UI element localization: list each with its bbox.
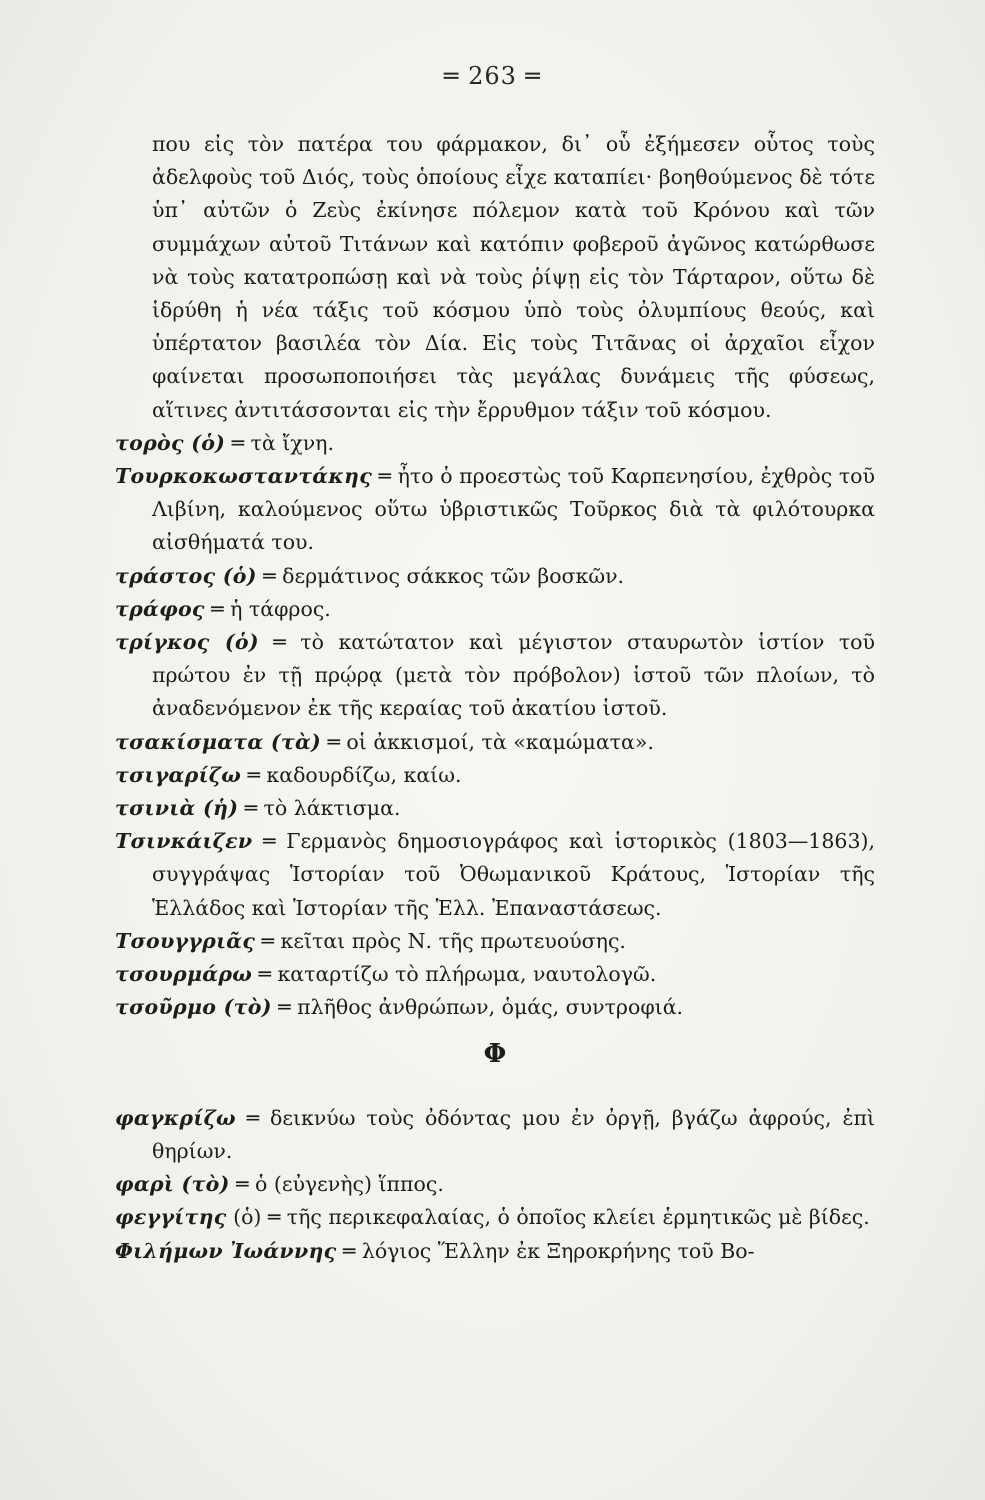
entry-tsougkrias <box>115 925 875 958</box>
entry-text: ═ Γερμανὸς δημοσιογράφος καὶ ἱστορικὸς (1803—1863), συγγράψας Ἱστορίαν τοῦ Ὀθωμανικοῦ Κράτους, Ἱστορίαν τῆς Ἑλλάδος καὶ Ἱστορίαν τῆς Ἑλλ. Ἐπαναστάσεως. <box>152 829 875 920</box>
entry-feggitis <box>115 1201 875 1234</box>
entry-headword: τρίγκος (ὁ) <box>115 630 259 655</box>
entry-fagkrizo <box>115 1102 875 1168</box>
entry-tsigarizo <box>115 759 875 792</box>
entry-headword: φαρὶ (τὸ) <box>115 1172 230 1197</box>
entry-text: ═ καταρτίζω τὸ πλήρωμα, ναυτολογῶ. <box>252 962 657 987</box>
entry-headword: τσοῦρμο (τὸ) <box>115 995 272 1020</box>
entry-toros <box>115 427 875 460</box>
entry-headword: τσιγαρίζω <box>115 762 242 787</box>
entry-headword: Φιλήμων Ἰωάννης <box>115 1238 337 1263</box>
entry-text: ═ οἱ ἀκκισμοί, τὰ «καμώματα». <box>321 729 654 754</box>
dictionary-text <box>115 128 875 1268</box>
entry-headword: τσινιὰ (ἡ) <box>115 796 239 821</box>
entry-text: ═ δερμάτινος σάκκος τῶν βοσκῶν. <box>256 563 625 588</box>
entry-text: ═ τὸ λάκτισμα. <box>238 796 401 821</box>
entry-filimon <box>115 1235 875 1268</box>
entry-text: ═ ἡ τάφρος. <box>204 596 331 621</box>
entry-headword: φαγκρίζω <box>115 1105 236 1130</box>
entry-text: που εἰς τὸν πατέρα του φάρμακον, δι᾽ οὗ ἐξήμεσεν οὗτος τοὺς ἀδελφοὺς τοῦ Διός, τοὺς ὁποίους εἶχε καταπίει· βοηθούμενος δὲ τότε ὑπ᾽ αὐτῶν ὁ Ζεὺς ἐκίνησε πόλεμον κατὰ τοῦ Κρόνου καὶ τῶν συμμάχων αὐτοῦ Τιτάνων καὶ κατόπιν φοβεροῦ ἀγῶνος κατώρθωσε νὰ τοὺς κατατροπώσῃ καὶ νὰ τοὺς ῥίψῃ εἰς τὸν Τάρταρον, οὕτω δὲ ἱδρύθη ἡ νέα τάξις τοῦ κόσμου ὑπὸ τοὺς ὀλυμπίους θεούς, καὶ ὑπέρτατον βασιλέα τὸν Δία. Εἰς τοὺς Τιτᾶνας οἱ ἀρχαῖοι εἶχον φαίνεται προσωποποιήσει τὰς μεγάλας δυνάμεις τῆς φύσεως, αἵτινες ἀντιτάσσονται εἰς τὴν ἔρρυθμον τάξιν τοῦ κόσμου. <box>152 132 875 422</box>
entry-tsinia <box>115 792 875 825</box>
entry-trafos <box>115 593 875 626</box>
entry-text: ═ πλῆθος ἀνθρώπων, ὁμάς, συντροφιά. <box>271 995 684 1020</box>
entry-text: ═ τὸ κατώτατον καὶ μέγιστον σταυρωτὸν ἱστίον τοῦ πρώτου ἐν τῇ πρῴρᾳ (μετὰ τὸν πρόβολον) ἱστοῦ τῶν πλοίων, τὸ ἀναδενόμενον ἐκ τῆς κεραίας τοῦ ἀκατίου ἱστοῦ. <box>152 630 875 721</box>
entry-text: ═ τὰ ἴχνη. <box>225 430 334 455</box>
entry-tsakismata <box>115 726 875 759</box>
entry-headword: τράφος <box>115 596 205 621</box>
entry-text: ═ δεικνύω τοὺς ὀδόντας μου ἐν ὀργῇ, βγάζω ἀφρούς, ἐπὶ θηρίων. <box>152 1105 875 1163</box>
entry-headword: Τσινκάιζεν <box>115 829 253 854</box>
entry-headword: τορὸς (ὁ) <box>115 430 226 455</box>
entry-fari <box>115 1168 875 1201</box>
entry-text: ═ ἦτο ὁ προεστὼς τοῦ Καρπενησίου, ἐχθρὸς τοῦ Λιβίνη, καλούμενος οὕτω ὑβριστικῶς Τοῦρκος διὰ τὰ φιλότουρκα αἰσθήματά του. <box>152 464 875 555</box>
entry-trigkos <box>115 626 875 726</box>
entry-tsinkaizen <box>115 825 875 925</box>
entry-headword: φεγγίτης <box>115 1205 227 1230</box>
entry-headword: Τουρκοκωσταντάκης <box>115 464 373 489</box>
continuation-paragraph <box>115 128 875 427</box>
page-number: ═ 263 ═ <box>444 62 541 90</box>
section-divider-phi: Φ <box>483 1039 507 1070</box>
entry-tourkokostantakis <box>115 460 875 560</box>
entry-text: ═ λόγιος Ἕλλην ἐκ Ξηροκρήνης τοῦ Βο- <box>336 1238 755 1263</box>
entry-tsourmo <box>115 991 875 1024</box>
entry-text: ═ κεῖται πρὸς Ν. τῆς πρωτευούσης. <box>255 928 626 953</box>
entry-headword: τράστος (ὁ) <box>115 563 257 588</box>
entry-text: ═ καδουρδίζω, καίω. <box>241 762 462 787</box>
entry-tsourmaro <box>115 958 875 991</box>
entry-trastos <box>115 560 875 593</box>
entry-headword: Τσουγγριᾶς <box>115 928 256 953</box>
entry-headword: τσακίσματα (τὰ) <box>115 729 322 754</box>
entry-text: (ὁ) ═ τῆς περικεφαλαίας, ὁ ὁποῖος κλείει ἑρμητικῶς μὲ βίδες. <box>226 1205 870 1230</box>
entry-text: ═ ὁ (εὐγενὴς) ἵππος. <box>229 1172 444 1197</box>
entry-headword: τσουρμάρω <box>115 962 253 987</box>
